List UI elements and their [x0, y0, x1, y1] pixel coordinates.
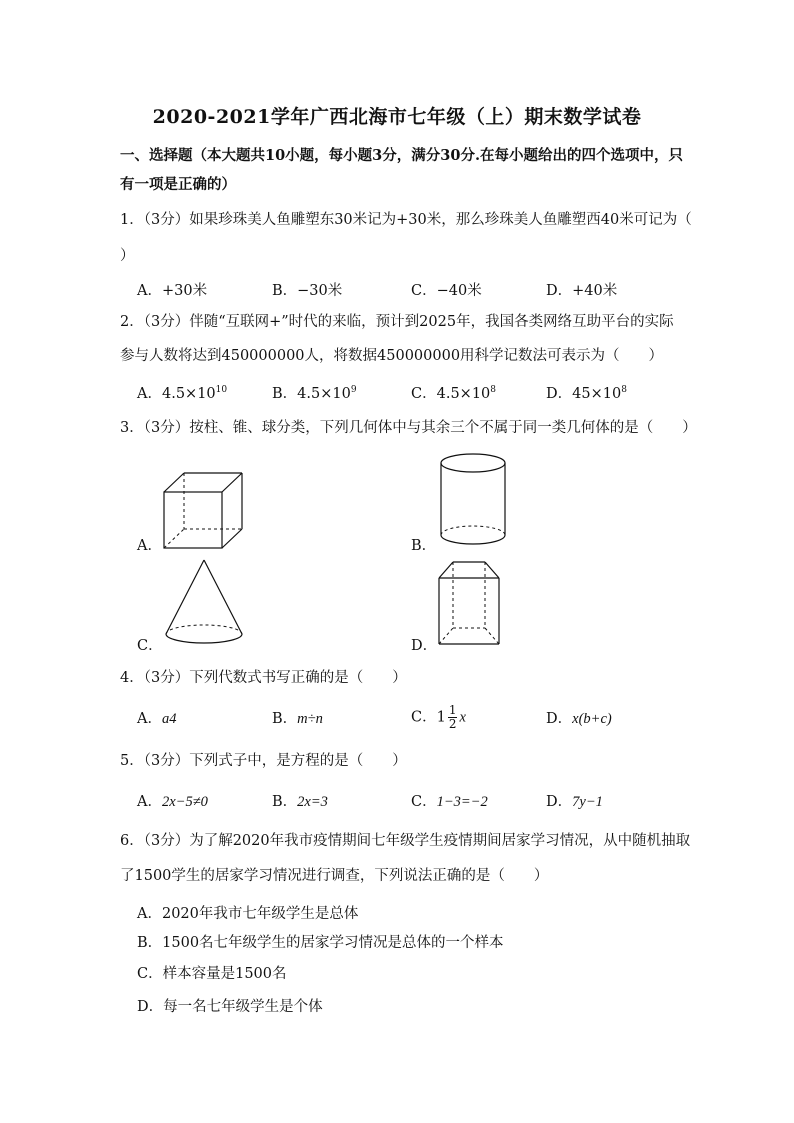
q4-option-a-label: A． [137, 711, 162, 727]
q2-option-b-label: B． [272, 386, 298, 402]
q5-option-d [546, 792, 603, 812]
q4-option-c-numerator: 1 [448, 703, 457, 717]
q2-option-a-label: A． [137, 386, 162, 402]
q2-option-b [272, 384, 357, 404]
q2-option-a-exp: 10 [215, 385, 228, 395]
section-heading-line2: 有一项是正确的） [120, 176, 236, 193]
q1-option-c: C．−40米 [411, 283, 482, 299]
q1-option-d: D．+40米 [546, 283, 618, 299]
q4-option-d-label: D． [546, 711, 573, 727]
q2-option-c-base: 4.5×10 [436, 386, 491, 402]
cone-figure [162, 558, 248, 650]
q6-option-a: A．2020年我市七年级学生是总体 [137, 906, 359, 922]
q4-option-c-denominator: 2 [448, 717, 457, 731]
q6-option-d: D．每一名七年级学生是个体 [137, 999, 323, 1015]
q5-text-line1: 5．（3分）下列式子中，是方程的是（ ） [120, 753, 407, 769]
q3-label-b: B． [411, 538, 437, 554]
q6-text-line2: 了1500学生的居家学习情况进行调查，下列说法正确的是（ ） [120, 868, 549, 884]
q3-label-d: D． [411, 638, 438, 654]
q4-option-c-fraction [448, 704, 458, 731]
cylinder-figure [437, 452, 509, 552]
q4-text-line1: 4．（3分）下列代数式书写正确的是（ ） [120, 670, 407, 686]
q2-option-d [546, 384, 627, 404]
q2-option-b-base: 4.5×10 [297, 386, 351, 402]
q2-text-line2: 参与人数将达到450000000人，将数据450000000用科学记数法可表示为（ ） [120, 348, 664, 364]
q4-option-b-expr: m÷n [297, 711, 323, 727]
q5-option-c-label: C． [411, 794, 437, 810]
q6-option-b: B．1500名七年级学生的居家学习情况是总体的一个样本 [137, 935, 504, 951]
q1-option-a: A．+30米 [137, 283, 208, 299]
q2-option-b-exp: 9 [350, 385, 357, 395]
q1-option-b: B．−30米 [272, 283, 343, 299]
q2-option-c-label: C． [411, 386, 437, 402]
q4-option-c-label: C． [411, 709, 437, 726]
section-heading-line1: 一、选择题（本大题共10小题，每小题3分，满分30分.在每小题给出的四个选项中，只 [120, 147, 683, 164]
q4-option-d [546, 709, 612, 729]
q5-option-c [411, 792, 488, 812]
q2-option-d-base: 45×10 [572, 386, 622, 402]
q4-option-c-whole: 1 [436, 709, 446, 726]
q1-text-line1: 1．（3分）如果珍珠美人鱼雕塑东30米记为+30米，那么珍珠美人鱼雕塑西40米可记为（ [120, 212, 692, 228]
q5-option-b-label: B． [272, 794, 298, 810]
q5-option-a-label: A． [137, 794, 162, 810]
q5-option-b-expr: 2x=3 [297, 794, 328, 810]
q3-label-a: A． [137, 538, 162, 554]
cube-figure [160, 470, 250, 552]
q4-option-b-label: B． [272, 711, 298, 727]
q4-option-d-expr: x(b+c) [572, 711, 612, 727]
q2-option-d-label: D． [546, 386, 573, 402]
q2-option-c [411, 384, 496, 404]
q2-option-c-exp: 8 [490, 385, 497, 395]
q5-option-c-expr: 1−3=−2 [436, 794, 488, 810]
exam-title: 2020-2021学年广西北海市七年级（上）期末数学试卷 [152, 106, 642, 128]
q5-option-b [272, 792, 328, 812]
q2-option-d-exp: 8 [621, 385, 627, 395]
q4-option-c-var: x [459, 709, 466, 726]
q4-option-a [137, 709, 176, 729]
q2-text-line1: 2．（3分）伴随“互联网+”时代的来临，预计到2025年，我国各类网络互助平台的实际 [120, 314, 674, 330]
q5-option-a-expr: 2x−5≠0 [161, 794, 208, 810]
q2-option-a [137, 384, 227, 404]
q4-option-b [272, 709, 323, 729]
q4-option-c [411, 704, 466, 731]
q6-option-c: C．样本容量是1500名 [137, 966, 287, 982]
prism-figure [434, 558, 506, 650]
q5-option-d-label: D． [546, 794, 573, 810]
q2-option-a-base: 4.5×10 [161, 386, 216, 402]
q4-option-a-expr: a4 [161, 711, 177, 727]
q5-option-d-expr: 7y−1 [572, 794, 603, 810]
q5-option-a [137, 792, 208, 812]
q6-text-line1: 6．（3分）为了解2020年我市疫情期间七年级学生疫情期间居家学习情况，从中随机抽取 [120, 833, 691, 849]
q3-label-c: C． [137, 638, 163, 654]
q3-text-line1: 3．（3分）按柱、锥、球分类，下列几何体中与其余三个不属于同一类几何体的是（ ） [120, 420, 697, 436]
q1-text-line2: ） [120, 248, 135, 264]
